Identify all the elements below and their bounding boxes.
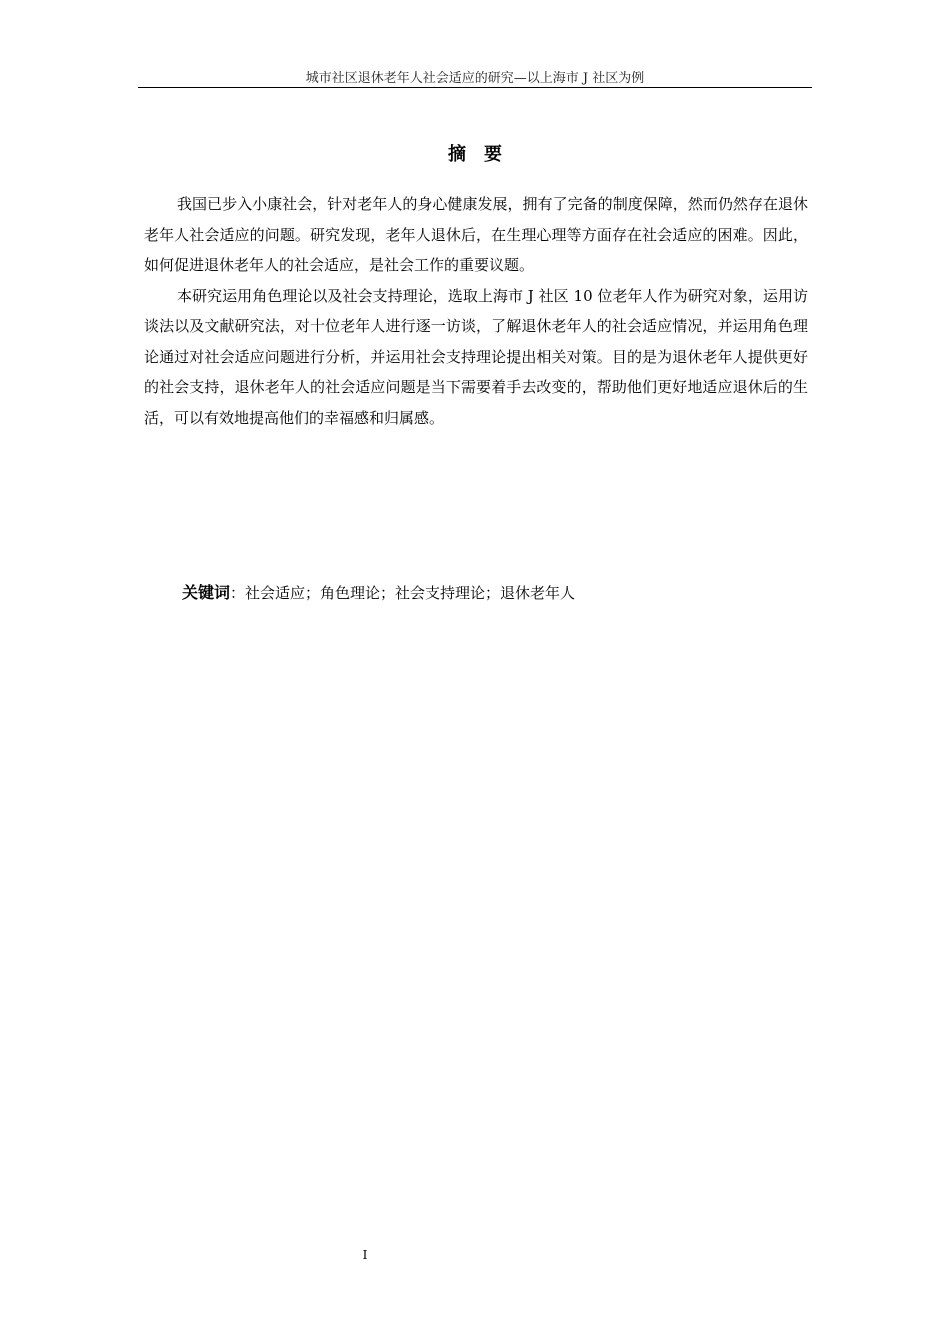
abstract-title-char-1: 摘 — [448, 144, 466, 165]
abstract-title — [138, 143, 812, 167]
abstract-body — [144, 189, 808, 433]
keywords-line — [182, 581, 802, 605]
keywords-label: 关键词 — [182, 583, 231, 602]
abstract-paragraph-1: 我国已步入小康社会，针对老年人的身心健康发展，拥有了完备的制度保障，然而仍然存在退休老年人社会适应的问题。研究发现，老年人退休后，在生理心理等方面存在社会适应的困难。因此，如何促进退休老年人的社会适应，是社会工作的重要议题。 — [144, 195, 808, 274]
abstract-paragraph-2: 本研究运用角色理论以及社会支持理论，选取上海市 J 社区 10 位老年人作为研究对象，运用访谈法以及文献研究法，对十位老年人进行逐一访谈，了解退休老年人的社会适应情况，并运用角色理论通过对社会适应问题进行分析，并运用社会支持理论提出相关对策。目的是为退休老年人提供更好的社会支持，退休老年人的社会适应问题是当下需要着手去改变的，帮助他们更好地适应退休后的生活，可以有效地提高他们的幸福感和归属感。 — [144, 286, 808, 427]
abstract-title-char-2: 要 — [484, 144, 502, 165]
keywords-value: ：社会适应；角色理论；社会支持理论；退休老年人 — [230, 584, 576, 602]
page-number: I — [362, 1248, 368, 1262]
header-rule — [138, 87, 812, 88]
running-header: 城市社区退休老年人社会适应的研究—以上海市 J 社区为例 — [305, 71, 645, 86]
